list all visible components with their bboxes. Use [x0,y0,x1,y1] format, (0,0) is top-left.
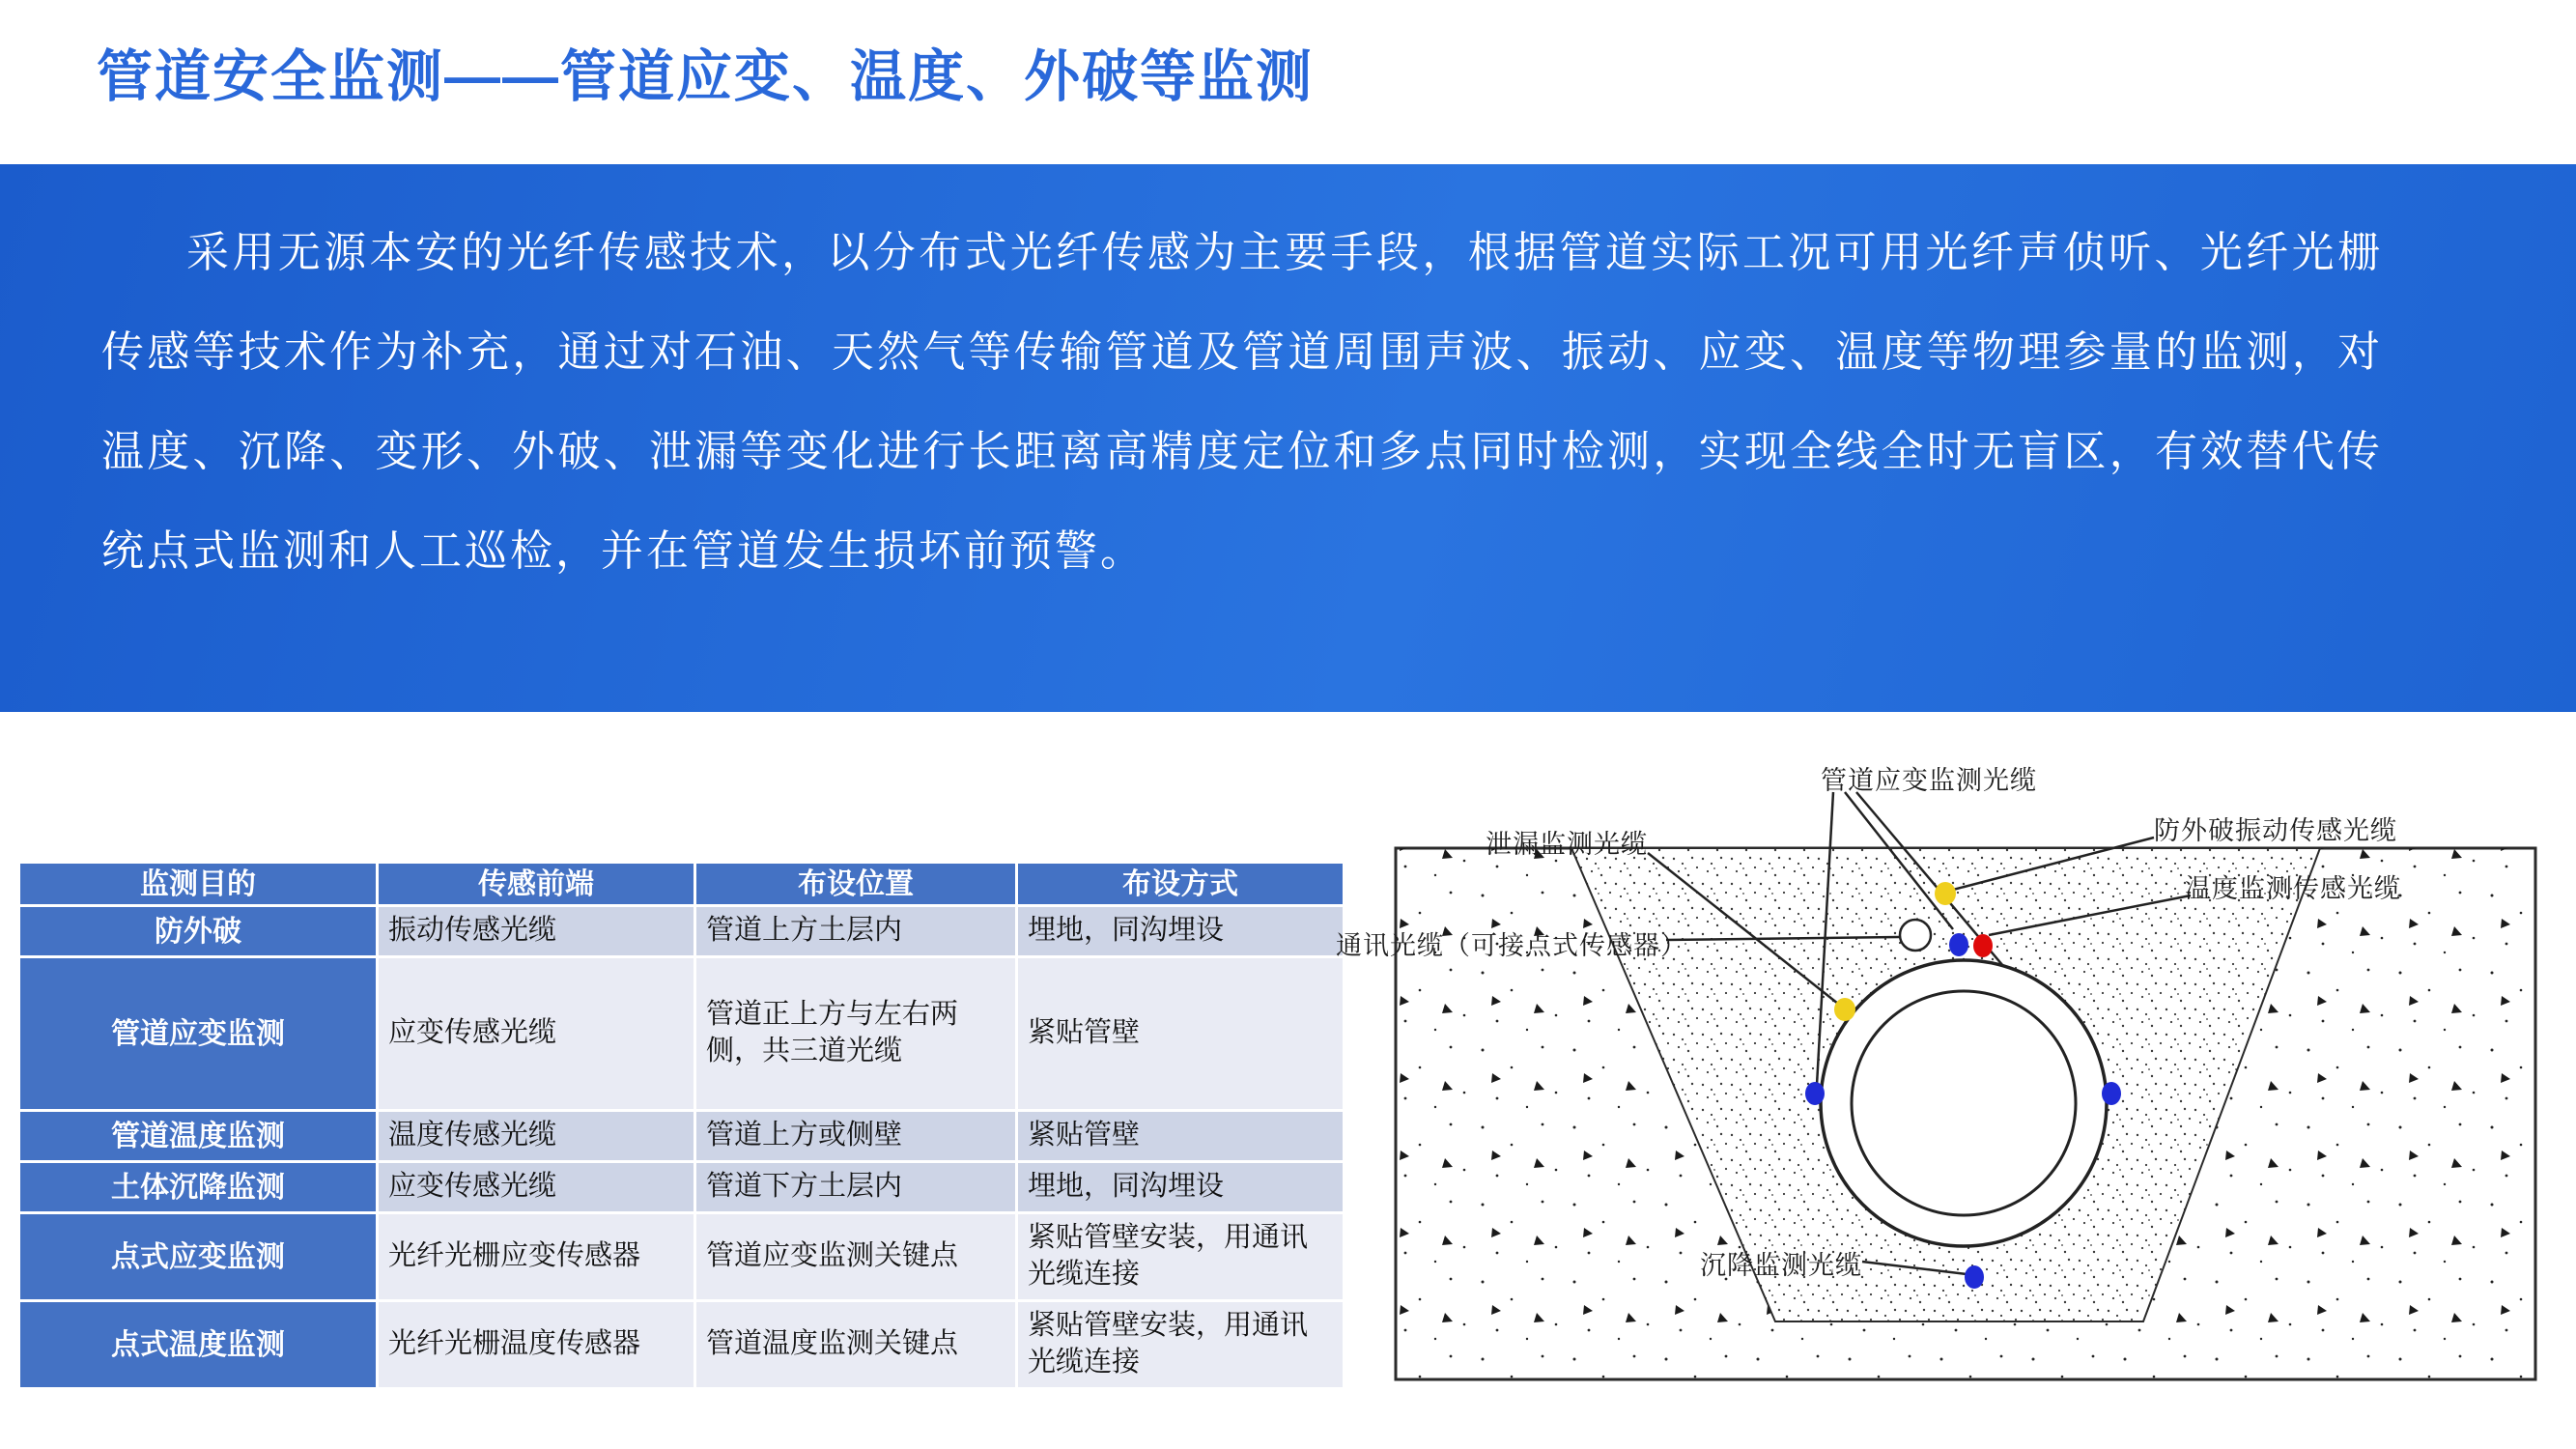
cell: 埋地，同沟埋设 [1018,1163,1343,1211]
cell: 振动传感光缆 [379,907,694,955]
table-row [20,1163,1343,1211]
label-vibration-cable: 防外破振动传感光缆 [2154,816,2397,845]
col-header-position: 布设位置 [696,864,1015,904]
settlement-dot [1965,1265,1984,1289]
row-label: 防外破 [20,907,376,955]
label-comm-cable: 通讯光缆（可接点式传感器） [1336,931,1687,960]
label-strain-cable: 管道应变监测光缆 [1821,766,2037,795]
cell: 光纤光栅应变传感器 [379,1214,694,1299]
strain-dot-right [2102,1082,2121,1105]
col-header-method: 布设方式 [1018,864,1343,904]
cell: 管道上方土层内 [696,907,1015,955]
cell: 管道上方或侧壁 [696,1112,1015,1160]
table-header-row [20,864,1343,904]
label-temperature-cable: 温度监测传感光缆 [2185,874,2401,903]
row-label: 管道温度监测 [20,1112,376,1160]
strain-dot-left [1805,1082,1825,1105]
cell: 光纤光栅温度传感器 [379,1302,694,1387]
leak-dot [1834,998,1855,1021]
pipe-inner-wall [1852,991,2076,1215]
cell: 紧贴管壁 [1018,958,1343,1109]
intro-paragraph: 采用无源本安的光纤传感技术，以分布式光纤传感为主要手段，根据管道实际工况可用光纤声侦听、光纤光栅传感等技术作为补充，通过对石油、天然气等传输管道及管道周围声波、振动、应变、温度等物理参量的监测，对温度、沉降、变形、外破、泄漏等变化进行长距离高精度定位和多点同时检测，实现全线全时无盲区，有效替代传统点式监测和人工巡检，并在管道发生损坏前预警。 [101,229,2383,575]
temperature-dot [1973,934,1993,957]
monitoring-table [17,861,1345,1390]
cell: 紧贴管壁安装，用通讯光缆连接 [1018,1214,1343,1299]
cell: 管道应变监测关键点 [696,1214,1015,1299]
cell: 紧贴管壁 [1018,1112,1343,1160]
label-settlement-cable: 沉降监测光缆 [1700,1251,1862,1280]
trench-cross-section-diagram [1336,729,2569,1396]
page-title: 管道安全监测——管道应变、温度、外破等监测 [97,45,1315,108]
col-header-purpose: 监测目的 [20,864,376,904]
cell: 埋地，同沟埋设 [1018,907,1343,955]
cell: 应变传感光缆 [379,958,694,1109]
intro-banner [0,164,2576,712]
cell: 管道下方土层内 [696,1163,1015,1211]
row-label: 点式应变监测 [20,1214,376,1299]
cell: 紧贴管壁安装，用通讯光缆连接 [1018,1302,1343,1387]
table-row [20,958,1343,1109]
cell: 温度传感光缆 [379,1112,694,1160]
comm-cable-circle [1900,920,1931,951]
cell: 应变传感光缆 [379,1163,694,1211]
vibration-dot [1935,882,1956,905]
row-label: 管道应变监测 [20,958,376,1109]
label-leak-cable: 泄漏监测光缆 [1486,830,1648,859]
table-row [20,1112,1343,1160]
table-row [20,1302,1343,1387]
row-label: 点式温度监测 [20,1302,376,1387]
cell: 管道温度监测关键点 [696,1302,1015,1387]
table-row [20,1214,1343,1299]
strain-dot-top [1949,933,1968,956]
row-label: 土体沉降监测 [20,1163,376,1211]
table-row [20,907,1343,955]
col-header-frontend: 传感前端 [379,864,694,904]
cell: 管道正上方与左右两侧，共三道光缆 [696,958,1015,1109]
